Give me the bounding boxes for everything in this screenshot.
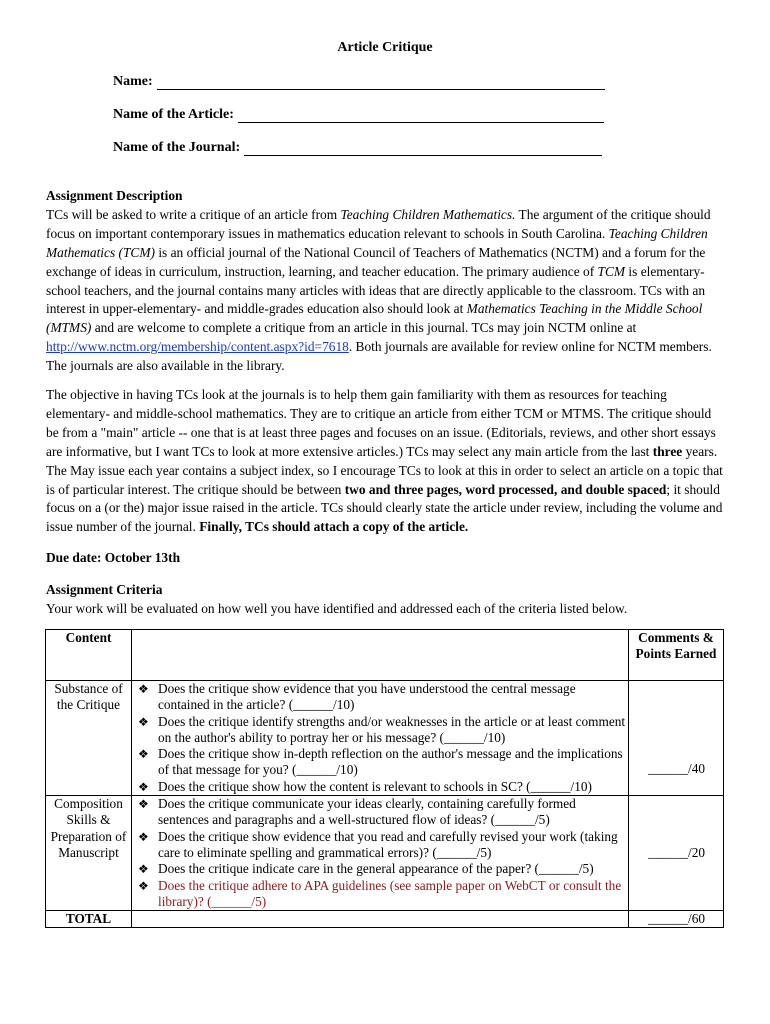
criteria-items — [132, 681, 629, 796]
total-blank — [132, 911, 629, 928]
journal-name-label: Name of the Journal: — [113, 140, 241, 155]
criteria-header-row — [46, 630, 724, 681]
assignment-criteria-section — [46, 581, 724, 619]
score-substance[interactable]: ______/40 — [629, 681, 724, 796]
name-blank-line[interactable] — [157, 75, 605, 90]
content-column-header: Content — [46, 630, 132, 681]
page-title: Article Critique — [337, 40, 433, 55]
name-label: Name: — [113, 74, 153, 89]
total-score[interactable]: ______/60 — [629, 911, 724, 928]
journal-name-field — [113, 140, 602, 156]
assignment-paragraph-2: The objective in having TCs look at the journals is to help them gain familiarity with them as resources for teaching elementary- and middle-school mathematics. They are to critique an article from either TCM or MTMS. The critique should be from a "main" article -- one that is at least three pages and focuses on an issue. (Editorials, reviews, and other short essays are informative, but I want TCs to look at more extensive articles.) TCs may select any main article from the last three years. The May issue each year contains a subject index, so I encourage TCs to look at this in order to select an article on a topic that is of particular interest. The critique should be between two and three pages, word processed, and double spaced; it should focus on a (or the) major issue raised in the article. TCs should clearly state the article under review, including the volume and issue number of the journal. Finally, TCs should attach a copy of the article. — [46, 387, 723, 535]
criteria-items — [132, 796, 629, 911]
assignment-criteria-heading: Assignment Criteria — [46, 582, 163, 597]
criteria-item: ❖ Does the critique show in-depth reflection on the author's message and the implications of that message for you? (______/10) — [138, 746, 623, 778]
nctm-membership-link[interactable]: http://www.nctm.org/membership/content.aspx?id=7618 — [46, 339, 349, 355]
criteria-item: ❖ Does the critique communicate your ideas clearly, containing carefully formed sentences and paragraphs and a well-structured flow of ideas? (______/5) — [138, 796, 576, 828]
diamond-bullet-icon: ❖ — [138, 862, 149, 877]
assignment-description-section — [46, 187, 724, 376]
article-name-label: Name of the Article: — [113, 107, 234, 122]
criteria-row-substance — [46, 681, 724, 796]
criteria-header-blank — [132, 630, 629, 681]
journal-name-blank-line[interactable] — [244, 141, 602, 156]
assignment-paragraph-1: TCs will be asked to write a critique of an article from Teaching Children Mathematics. The argument of the critique should focus on important contemporary issues in mathematics education relevant to schools in South Carolina. Teaching Children Mathematics (TCM) is an official journal of the National Council of Teachers of Mathematics (NCTM) and a forum for the exchange of ideas in curriculum, instruction, learning, and teacher education. The primary audience of TCM is elementary-school teachers, and the journal contains many articles with ideas that are directly applicable to the classroom. TCs with an interest in upper-elementary- and middle-grades education also should look at Mathematics Teaching in the Middle School (MTMS) and are welcome to complete a critique from an article in this journal. TCs may join NCTM online at http://www.nctm.org/membership/content.aspx?id=7618. Both journals are available for review online for NCTM members. The journals are also available in the library. — [46, 206, 712, 374]
diamond-bullet-icon: ❖ — [138, 747, 149, 762]
criteria-total-row — [46, 911, 724, 928]
diamond-bullet-icon: ❖ — [138, 682, 149, 696]
criteria-item: ❖ Does the critique show evidence that you read and carefully revised your work (taking care to eliminate spelling and grammatical errors)? (______/5) — [138, 828, 618, 860]
criteria-item: ❖ Does the critique adhere to APA guidelines (see sample paper on WebCT or consult the library)? (______/5) — [138, 877, 622, 909]
criteria-row-label: Composition Skills & Preparation of Manuscript — [46, 796, 132, 911]
criteria-table — [45, 629, 724, 928]
assignment-description-heading: Assignment Description — [46, 188, 183, 203]
criteria-row-label: Substance of the Critique — [46, 681, 132, 796]
name-field — [113, 74, 605, 90]
total-label: TOTAL — [46, 911, 132, 928]
score-composition[interactable]: ______/20 — [629, 796, 724, 911]
points-column-header: Comments & Points Earned — [629, 630, 724, 681]
diamond-bullet-icon: ❖ — [138, 797, 149, 812]
criteria-row-composition — [46, 796, 724, 911]
assignment-criteria-intro: Your work will be evaluated on how well you have identified and addressed each of the criteria listed below. — [46, 600, 628, 616]
criteria-item: ❖ Does the critique show evidence that you have understood the central message contained in the article? (______/10) — [138, 681, 576, 713]
diamond-bullet-icon: ❖ — [138, 714, 149, 729]
diamond-bullet-icon: ❖ — [138, 829, 149, 844]
article-name-blank-line[interactable] — [238, 108, 604, 123]
article-name-field — [113, 107, 604, 123]
criteria-item: ❖ Does the critique indicate care in the general appearance of the paper? (______/5) — [138, 861, 594, 877]
diamond-bullet-icon: ❖ — [138, 779, 149, 794]
diamond-bullet-icon: ❖ — [138, 878, 149, 893]
criteria-item: ❖ Does the critique show how the content is relevant to schools in SC? (______/10) — [138, 778, 592, 794]
criteria-item: ❖ Does the critique identify strengths and/or weaknesses in the article or at least comment on the author's ability to portray her or his message? (______/10) — [138, 713, 626, 745]
due-date: Due date: October 13th — [46, 550, 181, 565]
